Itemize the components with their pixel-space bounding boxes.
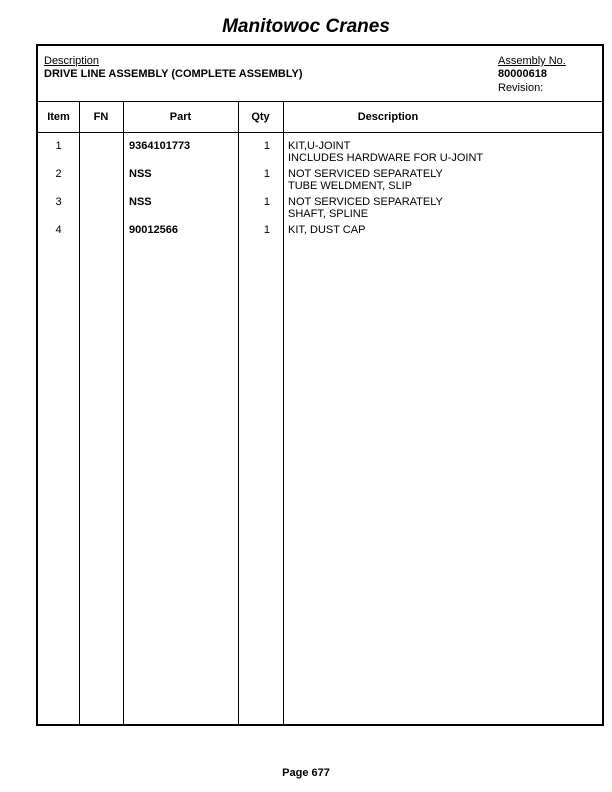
assembly-description: DRIVE LINE ASSEMBLY (COMPLETE ASSEMBLY): [44, 68, 303, 80]
table-row: [38, 224, 602, 252]
part-number: NSS: [129, 168, 152, 180]
assembly-number-label: Assembly No.: [498, 55, 566, 67]
part-number: NSS: [129, 196, 152, 208]
table-row: [38, 140, 602, 168]
description-line-1: KIT, DUST CAP: [288, 224, 366, 236]
part-number: 90012566: [129, 224, 178, 236]
description-line-1: KIT,U-JOINT: [288, 140, 351, 152]
description-label: Description: [44, 55, 100, 67]
table-row: [38, 168, 602, 196]
column-header-qty: Qty: [251, 111, 270, 123]
quantity: 1: [263, 140, 270, 152]
column-header-fn: FN: [93, 111, 109, 123]
description-line-2: INCLUDES HARDWARE FOR U-JOINT: [288, 152, 484, 164]
parts-list-frame: [36, 44, 604, 726]
column-header-item: Item: [47, 111, 70, 123]
column-header-description: Description: [357, 111, 419, 123]
assembly-header: [38, 46, 602, 102]
header-rule: [38, 132, 602, 133]
description-line-1: NOT SERVICED SEPARATELY: [288, 196, 443, 208]
item-number: 4: [55, 224, 62, 236]
column-header-part: Part: [169, 111, 192, 123]
assembly-number: 80000618: [498, 68, 547, 80]
item-number: 3: [55, 196, 62, 208]
table-row: [38, 196, 602, 224]
description-line-2: TUBE WELDMENT, SLIP: [288, 180, 413, 192]
item-number: 1: [55, 140, 62, 152]
page-title: Manitowoc Cranes: [222, 16, 390, 37]
description-line-1: NOT SERVICED SEPARATELY: [288, 168, 443, 180]
page-number: Page 677: [282, 767, 330, 779]
quantity: 1: [263, 224, 270, 236]
quantity: 1: [263, 196, 270, 208]
quantity: 1: [263, 168, 270, 180]
item-number: 2: [55, 168, 62, 180]
revision-label: Revision:: [498, 82, 544, 94]
description-line-2: SHAFT, SPLINE: [288, 208, 369, 220]
part-number: 9364101773: [129, 140, 191, 152]
